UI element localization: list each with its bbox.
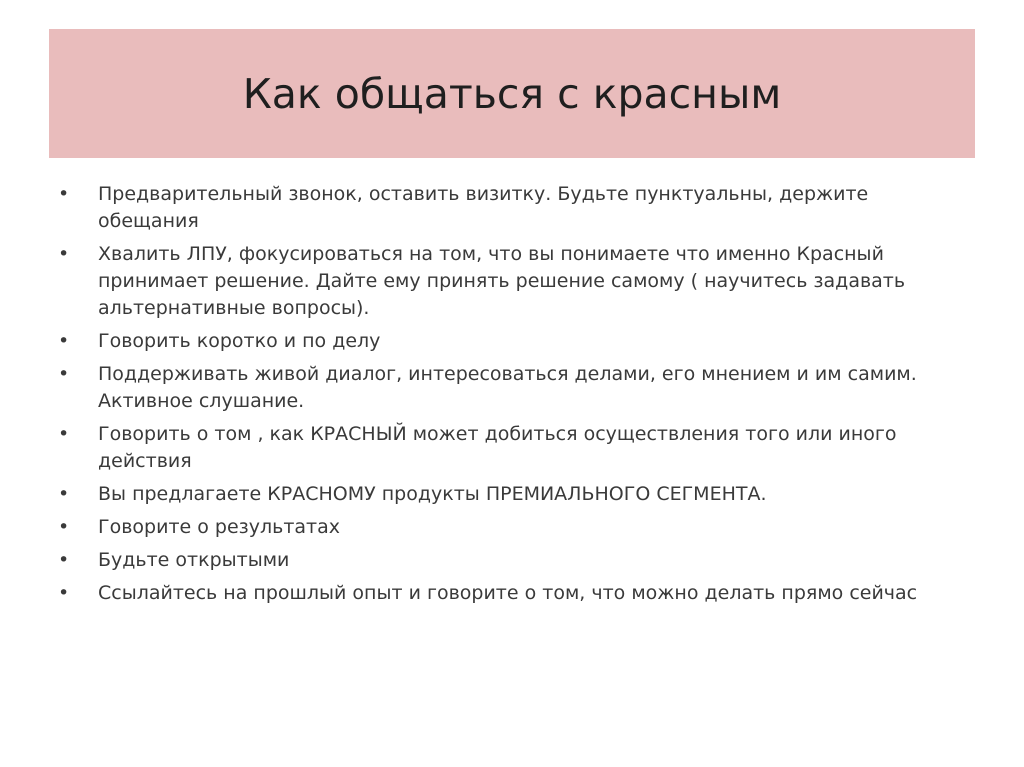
slide-title: Как общаться с красным <box>242 69 782 118</box>
bullet-point-icon: • <box>58 363 70 385</box>
bullet-item <box>56 241 956 322</box>
title-band <box>49 29 975 158</box>
bullet-point-icon: • <box>58 423 70 445</box>
bullet-text: Хвалить ЛПУ, фокусироваться на том, что вы понимаете что именно Красный принимает решение. Дайте ему принять решение самому ( научитесь задавать альтернативные вопросы). <box>98 243 906 319</box>
bullet-text: Говорить о том , как КРАСНЫЙ может добиться осуществления того или иного действия <box>98 423 897 472</box>
bullet-text: Говорить коротко и по делу <box>98 330 381 352</box>
bullet-list <box>56 181 956 613</box>
bullet-item <box>56 514 956 541</box>
bullet-point-icon: • <box>58 330 70 352</box>
bullet-item <box>56 328 956 355</box>
bullet-text: Ссылайтесь на прошлый опыт и говорите о том, что можно делать прямо сейчас <box>98 582 918 604</box>
bullet-text: Поддерживать живой диалог, интересоваться делами, его мнением и им самим. Активное слушание. <box>98 363 917 412</box>
bullet-item <box>56 580 956 607</box>
bullet-point-icon: • <box>58 483 70 505</box>
bullet-item <box>56 547 956 574</box>
bullet-point-icon: • <box>58 549 70 571</box>
bullet-text: Предварительный звонок, оставить визитку. Будьте пунктуальны, держите обещания <box>98 183 869 232</box>
bullet-item <box>56 481 956 508</box>
bullet-text: Будьте открытыми <box>98 549 290 571</box>
bullet-text: Вы предлагаете КРАСНОМУ продукты ПРЕМИАЛЬНОГО СЕГМЕНТА. <box>98 483 767 505</box>
bullet-item <box>56 421 956 475</box>
bullet-point-icon: • <box>58 582 70 604</box>
bullet-text: Говорите о результатах <box>98 516 341 538</box>
bullet-item <box>56 361 956 415</box>
bullet-point-icon: • <box>58 183 70 205</box>
bullet-point-icon: • <box>58 243 70 265</box>
bullet-point-icon: • <box>58 516 70 538</box>
bullet-item <box>56 181 956 235</box>
